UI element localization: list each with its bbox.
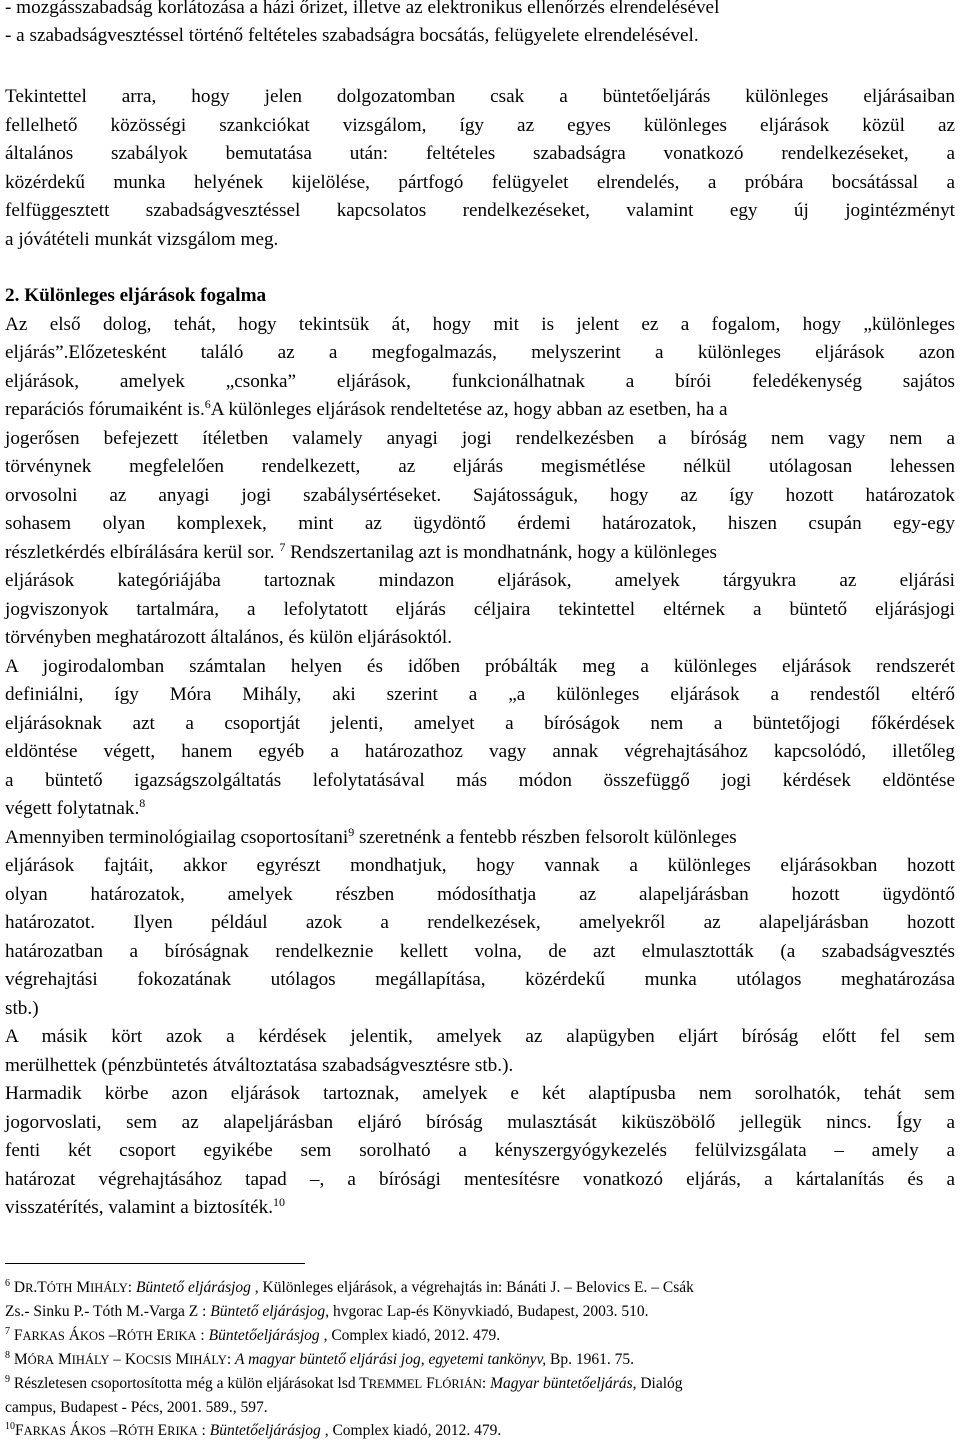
body-line: A másik kört azok a kérdések jelentik, amelyek az alapügyben eljárt bíróság előtt fel sem: [5, 1026, 955, 1047]
body-line: Harmadik körbe azon eljárások tartoznak, amelyek e két alaptípusba nem sorolhatók, tehát sem: [5, 1083, 955, 1104]
fn-text: :: [226, 1351, 236, 1368]
fn-text: Részletesen csoportosította még a külön eljárásokat lsd T: [10, 1375, 369, 1392]
body-text: Amennyiben terminológiailag csoportosítani: [5, 827, 349, 848]
body-line: törvényben meghatározott általános, és külön eljárásoktól.: [5, 627, 453, 648]
fn-text: M: [13, 1351, 28, 1368]
fn-text: ÓTH: [128, 1424, 154, 1438]
fn-text: F: [13, 1327, 23, 1344]
fn-text: –R: [104, 1327, 127, 1344]
fn-text: Á: [66, 1422, 82, 1439]
footnote-number: 9: [5, 1374, 10, 1385]
body-line: [5, 824, 955, 853]
fn-text: Á: [64, 1327, 80, 1344]
fn-text: A magyar büntető eljárási jog, egyetemi tankönyv,: [235, 1351, 547, 1368]
body-line: eljárásoknak azt a csoportját jelenti, amelyet a bíróságok nem a büntetőjogi főkérdések: [5, 713, 955, 734]
fn-text: R: [25, 1281, 34, 1295]
body-line: jogerősen befejezett ítéletben valamely anyagi jogi rendelkezésben a bíróság nem vagy nem a: [5, 428, 955, 449]
body-text: szeretnénk a fentebb részben felsorolt különleges: [358, 827, 737, 848]
body-line: eljárások fajtáit, akkor egyrészt mondhatjuk, hogy vannak a különleges eljárásokban hozott: [5, 855, 955, 876]
body-line: Az első dolog, tehát, hogy tekintsük át, hogy mit is jelent ez a fogalom, hogy „különleges: [5, 314, 955, 335]
body-line: határozatban a bíróságnak rendelkeznie kellett volna, de azt elmulasztották (a szabadságvesztés: [5, 941, 955, 962]
fn-text: .T: [33, 1279, 47, 1296]
fn-text: , Complex kiadó, 2012. 479.: [320, 1422, 502, 1439]
body-line: orvosolni az anyagi jogi szabálysértéseket. Sajátosságuk, hogy az így hozott határozatok: [5, 485, 955, 506]
fn-text: ÓRA: [27, 1353, 55, 1367]
fn-text: KOS: [79, 1329, 105, 1343]
fn-text: Büntetőeljárásjog: [208, 1327, 320, 1344]
fn-text: ARKAS: [22, 1329, 65, 1343]
body-line: merülhettek (pénzbüntetés átváltoztatása szabadságvesztésre stb.).: [5, 1055, 514, 1076]
fn-text: Zs.- Sinku P.- Tóth M.-Varga Z :: [5, 1303, 211, 1320]
fn-text: Büntetőeljárásjog: [209, 1422, 321, 1439]
footnote-ref[interactable]: 8: [139, 796, 146, 810]
body-line: olyan határozatok, amelyek részben módosíthatja az alapeljárásban hozott ügydöntő: [5, 884, 955, 905]
fn-text: , hvgorac Lap-és Könyvkiadó, Budapest, 2003. 510.: [325, 1303, 649, 1320]
body-line: határozatot. Ilyen például azok a rendelkezések, amelyekről az alapeljárásban hozott: [5, 912, 955, 933]
body-text: A különleges eljárások rendeltetése az, hogy abban az esetben, ha a: [210, 399, 728, 420]
body-line: fellelhető közösségi szankciókat vizsgálom, így az egyes különleges eljárások közül az: [5, 115, 955, 136]
fn-text: F: [15, 1422, 24, 1439]
fn-text: IHÁLY: [90, 1281, 128, 1295]
body-line: [5, 539, 955, 568]
footnote-6-cont: [5, 1300, 955, 1324]
fn-text: ÓTH: [126, 1329, 153, 1343]
section-heading: 2. Különleges eljárások fogalma: [5, 285, 267, 306]
footnote-10: [5, 1419, 955, 1443]
footnote-number: 7: [5, 1326, 10, 1337]
body-line: a büntető igazságszolgáltatás lefolytatásával más módon összefüggő jogi kérdések eldöntése: [5, 770, 955, 791]
fn-text: :: [127, 1279, 136, 1296]
fn-text: OCSIS: [136, 1353, 172, 1367]
fn-text: , Complex kiadó, 2012. 479.: [319, 1327, 501, 1344]
fn-text: IHÁLY: [71, 1353, 110, 1367]
body-line: eldöntése végett, hanem egyéb a határozathoz vagy annak végrehajtásához kapcsolódó, illetőleg: [5, 741, 955, 762]
fn-text: –R: [106, 1422, 129, 1439]
body-line: stb.): [5, 998, 39, 1019]
fn-text: Büntető eljárásjog: [135, 1279, 251, 1296]
body-line: eljárás”.Előzetesként találó az a megfogalmazás, melyszerint a különleges eljárások azon: [5, 342, 955, 363]
body-text: végett folytatnak.: [5, 798, 140, 819]
body-line: definiálni, így Móra Mihály, aki szerint a „a különleges eljárások a rendestől eltérő: [5, 684, 955, 705]
footnote-ref[interactable]: 7: [279, 540, 286, 554]
body-line: végrehajtási fokozatának utólagos megállapítása, közérdekű munka utólagos meghatározása: [5, 969, 955, 990]
body-line: fenti két csoport egyikébe sem sorolható a kényszergyógykezelés felülvizsgálata – amely a: [5, 1140, 955, 1161]
footnote-ref[interactable]: 6: [204, 397, 211, 411]
body-text: Rendszertanilag azt is mondhatnánk, hogy a különleges: [290, 542, 717, 563]
body-line: [5, 396, 955, 425]
fn-text: KOS: [81, 1424, 107, 1438]
footnote-8: [5, 1348, 955, 1372]
fn-text: IHÁLY: [189, 1353, 227, 1367]
fn-text: RIKA: [167, 1424, 198, 1438]
body-text: reparációs fórumaiként is.: [5, 399, 205, 420]
body-text: részletkérdés elbírálására kerül sor.: [5, 542, 275, 563]
body-line: felfüggesztett szabadságvesztéssel kapcsolatos rendelkezéseket, valamint egy új jogintézményt: [5, 200, 955, 221]
body-line: - a szabadságvesztéssel történő feltételes szabadságra bocsátás, felügyelete elrendelésével.: [5, 25, 699, 46]
body-line: sohasem olyan komplexek, mint az ügydöntő érdemi határozatok, hiszen csupán egy-egy: [5, 513, 955, 534]
footnote-separator: [5, 1263, 305, 1264]
fn-text: LÓRIÁN: [434, 1377, 482, 1391]
footnote-ref[interactable]: 10: [273, 1195, 286, 1209]
body-line: eljárások, amelyek „csonka” eljárások, funkcionálhatnak a bírói feledékenység sajátos: [5, 371, 955, 392]
body-line: általános szabályok bemutatása után: feltételes szabadságra vonatkozó rendelkezéseket, a: [5, 143, 955, 164]
fn-text: , Különleges eljárások, a végrehajtás in: Bánáti J. – Belovics E. – Csák: [250, 1279, 694, 1296]
footnote-9: [5, 1372, 955, 1396]
body-line: jogviszonyok tartalmára, a lefolytatott eljárás céljaira tekintettel eltérnek a büntető eljárásjogi: [5, 599, 955, 620]
fn-text: :: [481, 1375, 491, 1392]
fn-text: , Dialóg: [632, 1375, 683, 1392]
fn-text: M: [171, 1351, 190, 1368]
body-line: a jóvátételi munkát vizsgálom meg.: [5, 229, 279, 250]
fn-text: D: [13, 1279, 26, 1296]
fn-text: campus, Budapest - Pécs, 2001. 589., 597.: [5, 1399, 268, 1416]
footnote-number: 6: [5, 1278, 10, 1289]
body-line: [5, 1194, 955, 1223]
body-line: A jogirodalomban számtalan helyen és időben próbálták meg a különleges eljárások rendszerét: [5, 656, 955, 677]
body-line: határozat végrehajtásához tapad –, a bírósági mentesítésre vonatkozó eljárás, a kártalanítás és a: [5, 1169, 955, 1190]
fn-text: Büntető eljárásjog: [210, 1303, 326, 1320]
body-line: Tekintettel arra, hogy jelen dolgozatomban csak a büntetőeljárás különleges eljárásaiban: [5, 86, 955, 107]
fn-text: Bp. 1961. 75.: [546, 1351, 634, 1368]
body-line: közérdekű munka helyének kijelölése, pártfogó felügyelet elrendelés, a próbára bocsátással a: [5, 172, 955, 193]
fn-text: F: [422, 1375, 435, 1392]
fn-text: :: [196, 1327, 209, 1344]
footnote-9-cont: [5, 1396, 955, 1420]
body-line: jogorvoslati, sem az alapeljárásban eljáró bíróság mulasztását kiküszöbölő jellegük nincs. Így a: [5, 1112, 955, 1133]
fn-text: ÓTH: [46, 1281, 73, 1295]
body-line: eljárások kategóriájába tartoznak mindazon eljárások, amelyek tárgyukra az eljárási: [5, 570, 955, 591]
fn-text: REMMEL: [368, 1377, 423, 1391]
footnote-6: [5, 1276, 955, 1300]
body-text: visszatérítés, valamint a biztosíték.: [5, 1197, 274, 1218]
footnote-7: [5, 1324, 955, 1348]
fn-text: – K: [109, 1351, 137, 1368]
body-line: [5, 795, 955, 824]
fn-text: M: [72, 1279, 91, 1296]
fn-text: E: [152, 1327, 166, 1344]
footnote-number: 8: [5, 1350, 10, 1361]
body-line: - mozgásszabadság korlátozása a házi őrizet, illetve az elektronikus ellenőrzés elrendelésével: [5, 0, 720, 18]
fn-text: Magyar büntetőeljárás: [490, 1375, 633, 1392]
fn-text: :: [197, 1422, 210, 1439]
footnote-ref[interactable]: 9: [348, 825, 355, 839]
fn-text: ARKAS: [23, 1424, 66, 1438]
footnote-number: 10: [5, 1421, 15, 1432]
fn-text: RIKA: [165, 1329, 197, 1343]
fn-text: E: [153, 1422, 168, 1439]
body-line: törvénynek megfelelően rendelkezett, az eljárás megismétlése nélkül utólagosan lehessen: [5, 456, 955, 477]
fn-text: M: [54, 1351, 72, 1368]
